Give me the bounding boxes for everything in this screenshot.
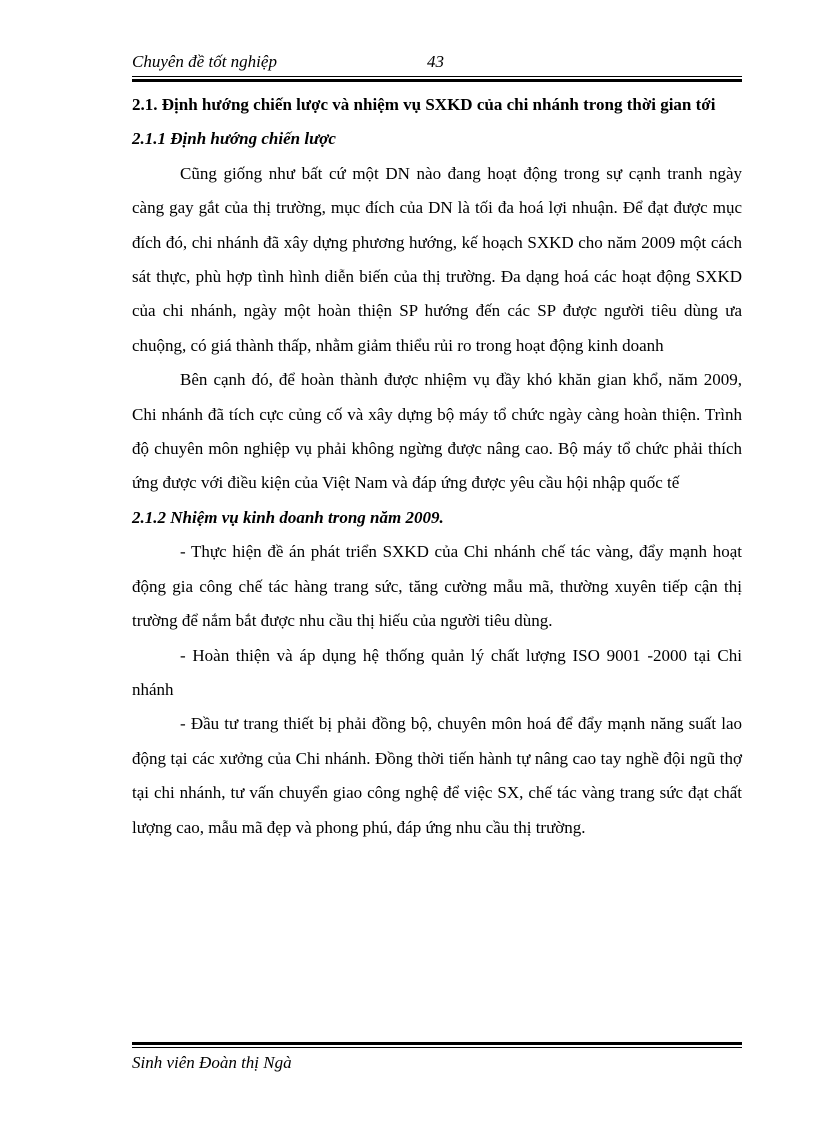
page-header [132,52,742,76]
page-body [132,88,742,845]
list-item: - Hoàn thiện và áp dụng hệ thống quản lý chất lượng ISO 9001 -2000 tại Chi nhánh [132,645,742,699]
section-heading: 2.1. Định hướng chiến lược và nhiệm vụ SXKD của chi nhánh trong thời gian tới [132,95,716,114]
footer-rule-thin [132,1047,742,1048]
paragraph: Bên cạnh đó, để hoàn thành được nhiệm vụ đầy khó khăn gian khổ, năm 2009, Chi nhánh đã tích cực củng cố và xây dựng bộ máy tổ chức ngày càng hoàn thiện. Trình độ chuyên môn nghiệp vụ phải không ngừng được nâng cao. Bộ máy tổ chức phải thích ứng được với điều kiện của Việt Nam và đáp ứng được yêu cầu hội nhập quốc tế [132,370,742,493]
header-title: Chuyên đề tốt nghiệp [132,52,277,71]
header-rule-thick [132,79,742,82]
header-rule-thin [132,76,742,77]
subsection-heading-strategy: 2.1.1 Định hướng chiến lược [132,129,336,149]
subsection-heading-tasks: 2.1.2 Nhiệm vụ kinh doanh trong năm 2009. [132,507,444,527]
footer-rule-thick [132,1042,742,1045]
list-item: - Thực hiện đề án phát triển SXKD của Chi nhánh chế tác vàng, đẩy mạnh hoạt động gia công chế tác hàng trang sức, tăng cường mẫu mã, thường xuyên tiếp cận thị trường để nắm bắt được nhu cầu thị hiếu của người tiêu dùng. [132,542,742,631]
footer-student: Sinh viên Đoàn thị Ngà [132,1053,292,1072]
list-item: - Đầu tư trang thiết bị phải đồng bộ, chuyên môn hoá để đẩy mạnh năng suất lao động tại các xưởng của Chi nhánh. Đồng thời tiến hành tự nâng cao tay nghề đội ngũ thợ tại chi nhánh, tư vấn chuyển giao công nghệ để việc SX, chế tác vàng trang sức đạt chất lượng cao, mẫu mã đẹp và phong phú, đáp ứng nhu cầu thị trường. [132,714,742,837]
paragraph: Cũng giống như bất cứ một DN nào đang hoạt động trong sự cạnh tranh ngày càng gay gắt của thị trường, mục đích của DN là tối đa hoá lợi nhuận. Để đạt được mục đích đó, chi nhánh đã xây dựng phương hướng, kế hoạch SXKD cho năm 2009 một cách sát thực, phù hợp tình hình diễn biến của thị trường. Đa dạng hoá các hoạt động SXKD của chi nhánh, ngày một hoàn thiện SP hướng đến các SP được người tiêu dùng ưa chuộng, có giá thành thấp, nhằm giảm thiểu rủi ro trong hoạt động kinh doanh [132,163,742,355]
page-number: 43 [427,52,444,71]
